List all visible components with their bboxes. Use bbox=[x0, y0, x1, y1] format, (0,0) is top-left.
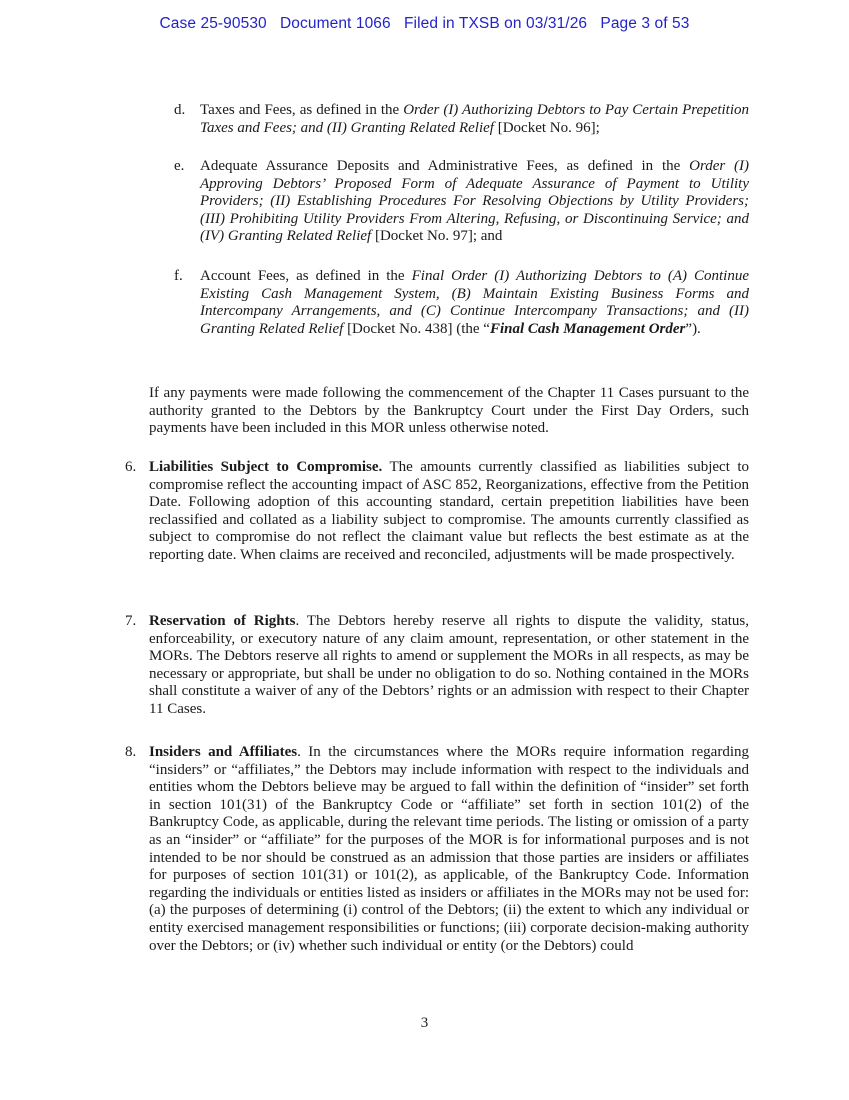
section-heading: Insiders and Affiliates bbox=[149, 744, 298, 760]
section-reservation-of-rights: Reservation of Rights. The Debtors hereby reserve all rights to dispute the validity, status, enforceability, or executory nature of any claim amount, representation, or other statement in the MORs. The Debtors reserve all rights to amend or supplement the MORs in all respects, as may be necessary or appropriate, but shall be under no obligation to do so. Nothing contained in the MORs shall constitute a waiver of any of the Debtors’ rights or an admission with respect to their Chapter 11 Cases. bbox=[149, 613, 749, 717]
list-item-f bbox=[174, 268, 749, 338]
item-text: Adequate Assurance Deposits and Administrative Fees, as defined in the Order (I) Approving Debtors’ Proposed Form of Adequate Assurance of Payment to Utility Providers; (II) Establishing Procedures For Resolving Objections by Utility Providers; (III) Prohibiting Utility Providers From Altering, Refusing, or Discontinuing Service; and (IV) Granting Related Relief [Docket No. 97]; and bbox=[200, 158, 749, 245]
filed-info: Filed in TXSB on 03/31/26 bbox=[403, 15, 588, 32]
page-number: 3 bbox=[420, 1015, 429, 1031]
page-info: Page 3 of 53 bbox=[600, 15, 690, 32]
item-text: Account Fees, as defined in the Final Order (I) Authorizing Debtors to (A) Continue Existing Cash Management System, (B) Maintain Existing Business Forms and Intercompany Arrangements, and (C) Continue Intercompany Transactions; and (II) Granting Related Relief [Docket No. 438] (the “Final Cash Management Order”). bbox=[200, 268, 750, 337]
section-number: 8. bbox=[125, 744, 137, 760]
item-label: d. bbox=[174, 102, 186, 118]
case-number: Case 25-90530 bbox=[159, 15, 267, 32]
section-number: 6. bbox=[125, 459, 137, 475]
document-number: Document 1066 bbox=[280, 15, 391, 32]
item-label: e. bbox=[174, 158, 185, 174]
list-item-d bbox=[174, 102, 749, 137]
filing-header bbox=[0, 15, 849, 33]
item-text: Taxes and Fees, as defined in the Order (I) Authorizing Debtors to Pay Certain Prepetition Taxes and Fees; and (II) Granting Related Relief [Docket No. 96]; bbox=[200, 102, 750, 136]
item-label: f. bbox=[174, 268, 183, 284]
list-item-e bbox=[174, 158, 749, 246]
payments-paragraph: If any payments were made following the commencement of the Chapter 11 Cases pursuant to the authority granted to the Debtors by the Bankruptcy Court under the First Day Orders, such payments have been included in this MOR unless otherwise noted. bbox=[149, 385, 749, 437]
section-liabilities: Liabilities Subject to Compromise. The amounts currently classified as liabilities subject to compromise reflect the accounting impact of ASC 852, Reorganizations, effective from the Petition Date. Following adoption of this accounting standard, certain prepetition liabilities have been reclassified and collated as a liability subject to compromise. The amounts currently classified as subject to compromise do not reflect the claimant value but reflects the best estimate as at the reporting date. When claims are received and reconciled, adjustments will be made prospectively. bbox=[149, 459, 749, 563]
section-insiders-affiliates: Insiders and Affiliates. In the circumstances where the MORs require information regarding “insiders” or “affiliates,” the Debtors may include information with respect to the individuals and entities whom the Debtors believe may be argued to fall within the definition of “insider” set forth in section 101(31) of the Bankruptcy Code or “affiliate” set forth in section 101(2) of the Bankruptcy Code, as applicable, during the relevant time periods. The listing or omission of a party as an “insider” or “affiliate” for the purposes of the MOR is for informational purposes and is not intended to be nor should be construed as an admission that those parties are insiders or affiliates for purposes of section 101(31) or 101(2), as applicable, of the Bankruptcy Code. Information regarding the individuals or entities listed as insiders or affiliates in the MORs may not be used for: (a) the purposes of determining (i) control of the Debtors; (ii) the extent to which any individual or entity exercised management responsibilities or functions; (iii) corporate decision-making authority over the Debtors; or (iv) whether such individual or entity (or the Debtors) could bbox=[149, 744, 749, 954]
section-heading: Reservation of Rights bbox=[149, 613, 296, 629]
section-number: 7. bbox=[125, 613, 137, 629]
section-heading: Liabilities Subject to Compromise. bbox=[149, 459, 383, 475]
